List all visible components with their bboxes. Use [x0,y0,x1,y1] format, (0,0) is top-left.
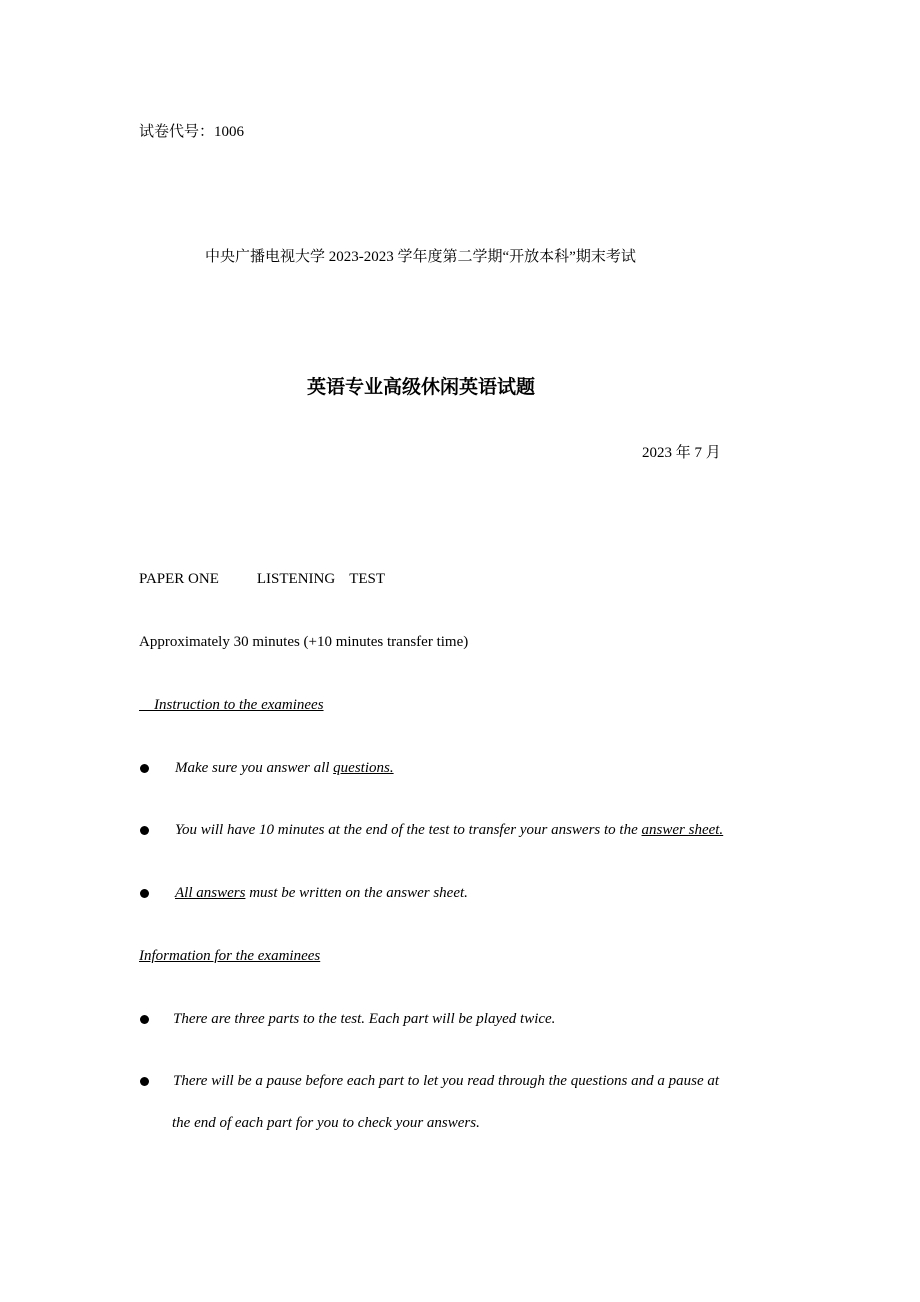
bullet-icon [140,764,149,773]
bullet-icon [140,1015,149,1024]
information-text-continued: the end of each part for you to check your answers. [172,1115,480,1131]
information-text: There will be a pause before each part to let you read through the questions and a pause at [173,1073,720,1089]
bullet-icon [140,889,149,898]
instruction-text-after: must be written on the answer sheet. [245,885,468,901]
instructions-heading [139,698,324,713]
exam-date: 2023 年 7 月 [642,445,721,461]
information-heading: Information for the examinees [139,948,321,964]
instructions-heading-text: Instruction to the examinees [154,697,324,713]
bullet-icon [140,826,149,835]
instruction-text-underlined: questions. [333,760,394,776]
bullet-icon [140,1077,149,1086]
instruction-text-before: Make sure you answer all [175,760,334,776]
instruction-text [175,761,394,776]
paper-section: LISTENING [256,571,336,587]
instruction-text [175,823,723,838]
paper-section-suffix: TEST [349,571,386,587]
exam-heading: 中央广播电视大学 2023-2023 学年度第二学期“开放本科”期末考试 [205,249,636,265]
exam-code: 试卷代号：1006 [139,124,245,140]
paper-duration: Approximately 30 minutes (+10 minutes transfer time) [139,634,469,650]
instruction-text-before: You will have 10 minutes at the end of the test to transfer your answers to the [175,822,642,838]
information-text: There are three parts to the test. Each part will be played twice. [173,1011,556,1027]
instruction-text-underlined: All answers [175,885,246,901]
instruction-text [175,886,468,901]
page-title: 英语专业高级休闲英语试题 [306,376,535,398]
paper-name: PAPER ONE [139,571,219,587]
instruction-text-underlined: answer sheet. [641,822,724,838]
paper-heading [139,572,385,587]
